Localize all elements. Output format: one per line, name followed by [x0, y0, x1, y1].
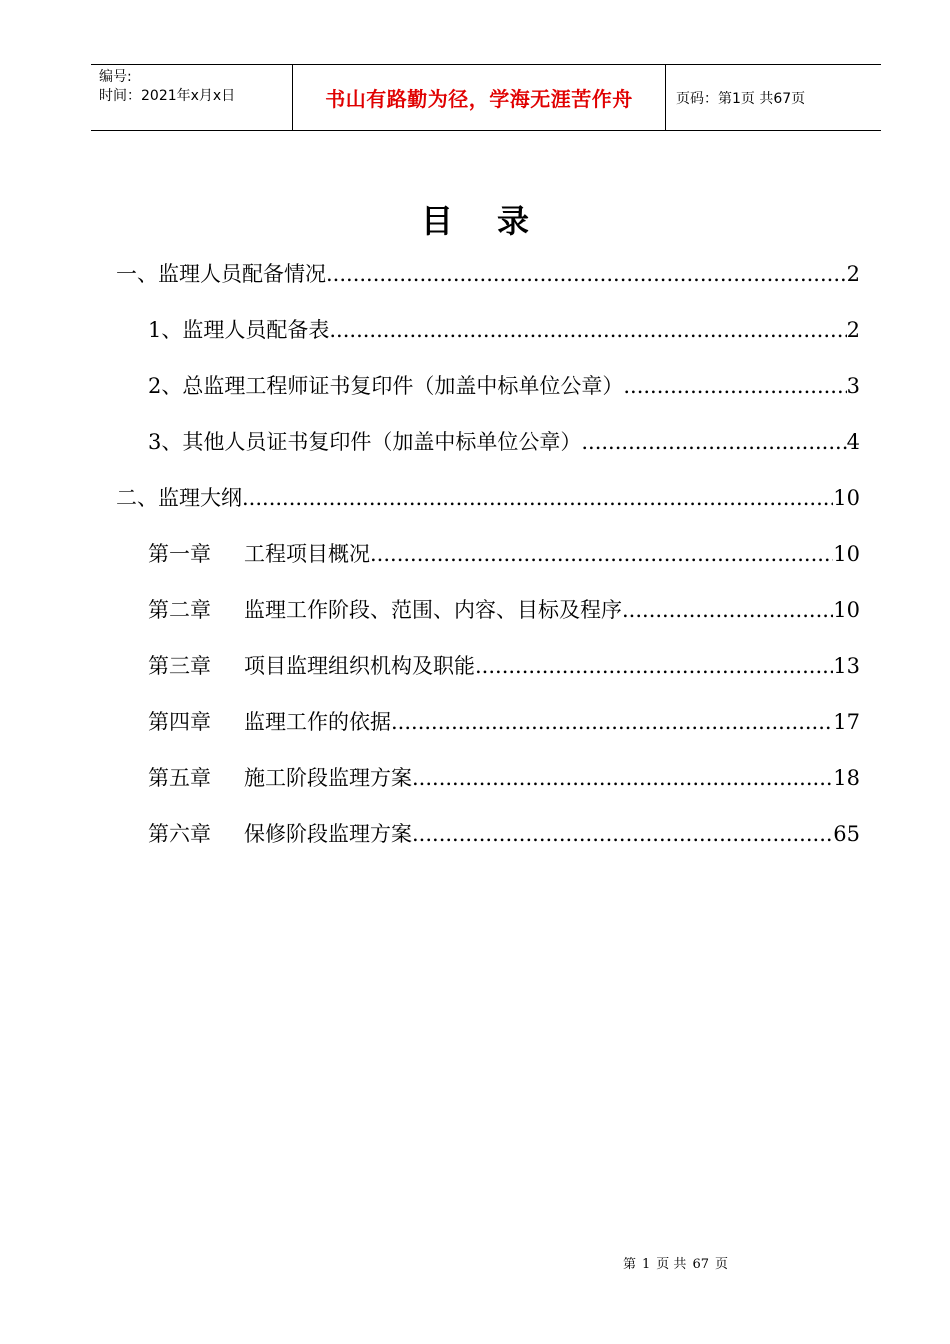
toc-entry[interactable] [148, 426, 860, 458]
toc-title: 目录 [420, 202, 573, 240]
toc-entry-page: 65 [833, 822, 860, 846]
page-footer [0, 1253, 950, 1272]
toc-entry-page: 10 [833, 486, 860, 510]
chapter-title: 保修阶段监理方案 [244, 822, 412, 846]
footer-middle: 页 共 [656, 1257, 687, 1272]
chapter-title: 监理工作阶段、范围、内容、目标及程序 [244, 598, 622, 622]
toc-entry-label: 2、总监理工程师证书复印件（加盖中标单位公章） [148, 374, 624, 398]
toc-entry-label [148, 594, 622, 626]
toc-entry-label: 1、监理人员配备表 [148, 318, 330, 342]
toc-entry-label [148, 538, 370, 570]
toc-leader [581, 426, 846, 458]
footer-total-pages: 67 [692, 1257, 709, 1272]
chapter-number: 第三章 [148, 654, 211, 678]
document-time: 时间：2021年x月x日 [99, 88, 236, 104]
footer-suffix: 页 [714, 1257, 728, 1272]
toc-entry-label [148, 818, 412, 850]
header-motto: 书山有路勤为径，学海无涯苦作舟 [325, 87, 633, 111]
toc-entry[interactable] [148, 538, 860, 570]
footer-prefix: 第 [623, 1257, 637, 1272]
toc-entry[interactable] [148, 370, 860, 402]
document-number-label: 编号: [99, 69, 132, 85]
toc-leader [326, 258, 847, 290]
toc-entry-label [148, 650, 475, 682]
toc-entry-label: 3、其他人员证书复印件（加盖中标单位公章） [148, 430, 582, 454]
toc-entry-page: 18 [833, 766, 860, 790]
toc-leader [622, 594, 833, 626]
toc-entry-page: 13 [833, 654, 860, 678]
toc-entry-label: 一、监理人员配备情况 [116, 262, 326, 286]
toc-entry-label [148, 706, 391, 738]
toc-entry[interactable] [148, 762, 860, 794]
toc-leader [329, 314, 846, 346]
toc-entry[interactable] [148, 818, 860, 850]
toc-leader [370, 538, 833, 570]
toc-entry-page: 17 [833, 710, 860, 734]
toc-entry[interactable] [148, 650, 860, 682]
chapter-number: 第一章 [148, 542, 211, 566]
chapter-title: 项目监理组织机构及职能 [244, 654, 475, 678]
toc-entry-label: 二、监理大纲 [116, 486, 242, 510]
toc-leader [412, 762, 833, 794]
toc-entry[interactable] [116, 258, 860, 290]
chapter-title: 监理工作的依据 [244, 710, 391, 734]
toc-entry-page: 10 [833, 542, 860, 566]
toc-leader [623, 370, 846, 402]
toc-entry[interactable] [148, 594, 860, 626]
toc-entry-page: 10 [833, 598, 860, 622]
chapter-number: 第四章 [148, 710, 211, 734]
toc-leader [391, 706, 833, 738]
toc-entry-page: 3 [846, 374, 860, 398]
toc-entry[interactable] [116, 482, 860, 514]
toc-leader [475, 650, 833, 682]
footer-current-page: 1 [642, 1257, 651, 1272]
toc-entry-page: 4 [846, 430, 860, 454]
toc-entry-label [148, 762, 412, 794]
toc-leader [412, 818, 833, 850]
toc-entry[interactable] [148, 314, 860, 346]
chapter-title: 工程项目概况 [244, 542, 370, 566]
chapter-number: 第五章 [148, 766, 211, 790]
chapter-title: 施工阶段监理方案 [244, 766, 412, 790]
toc-leader [242, 482, 833, 514]
toc-entry-page: 2 [846, 318, 860, 342]
toc-entry-page: 2 [846, 262, 860, 286]
chapter-number: 第二章 [148, 598, 211, 622]
chapter-number: 第六章 [148, 822, 211, 846]
header-page-info: 页码：第1页 共67页 [676, 90, 806, 107]
page-header [91, 64, 881, 131]
header-motto-cell [293, 65, 666, 130]
toc-entry[interactable] [148, 706, 860, 738]
header-meta [91, 65, 293, 130]
